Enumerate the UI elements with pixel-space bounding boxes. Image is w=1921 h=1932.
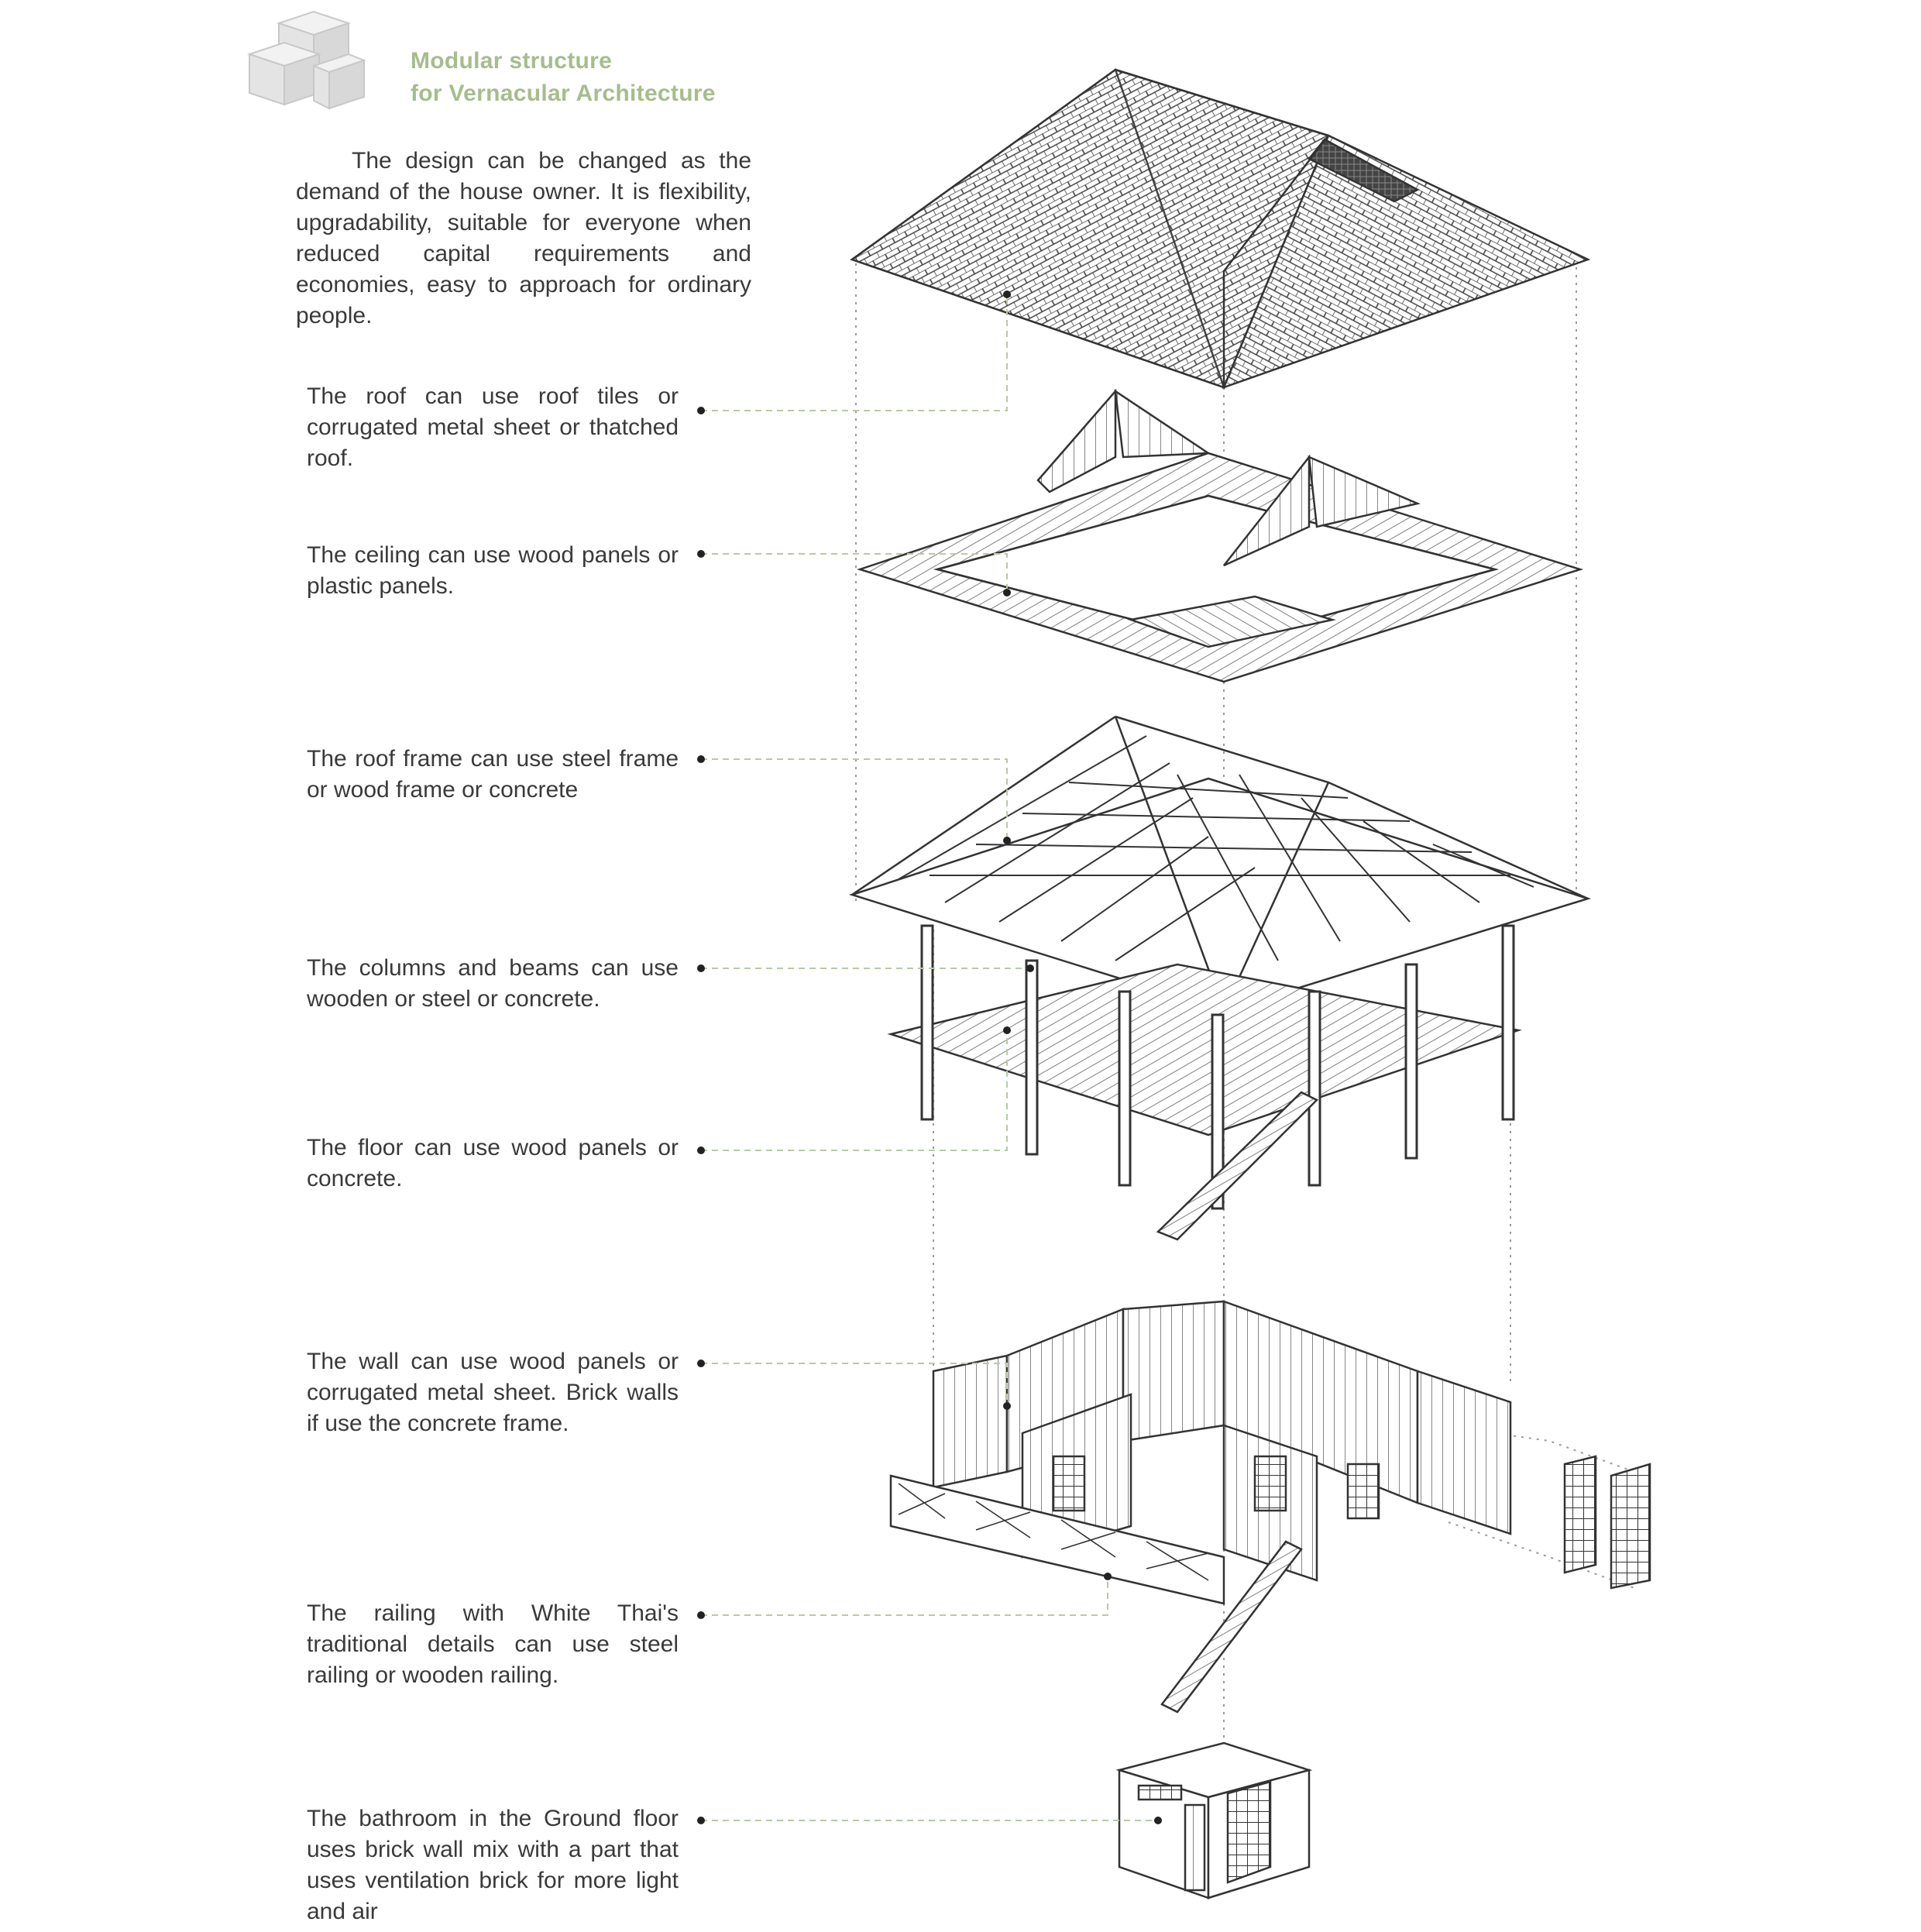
callout-railing: The railing with White Thai's traditional details can use steel railing or wooden railing. [307,1600,679,1688]
structure-drawing [852,717,1588,1239]
roof-drawing [852,70,1588,387]
title-line-2: for Vernacular Architecture [411,81,716,106]
callout-roof-frame: The roof frame can use steel frame or wood frame or concrete [307,746,679,803]
title-line-1: Modular structure [411,48,613,74]
callout-bathroom: The bathroom in the Ground floor uses brick wall mix with a part that uses ventilation brick for more light and air [307,1806,679,1924]
modular-cubes-icon [249,12,364,108]
intro-paragraph: The design can be changed as the demand of the house owner. It is flexibility, upgradability, suitable for everyone when reduced capital requirements and economies, easy to approach for ordinary people. [296,148,751,328]
callout-roof: The roof can use roof tiles or corrugated metal sheet or thatched roof. [307,383,679,471]
page-title [411,45,716,110]
callout-floor: The floor can use wood panels or concrete. [307,1135,679,1191]
ceiling-drawing [860,391,1580,682]
callout-ceiling: The ceiling can use wood panels or plastic panels. [307,542,679,599]
callout-columns-beams: The columns and beams can use wooden or steel or concrete. [307,955,679,1012]
callout-wall: The wall can use wood panels or corrugated metal sheet. Brick walls if use the concrete frame. [307,1349,679,1436]
